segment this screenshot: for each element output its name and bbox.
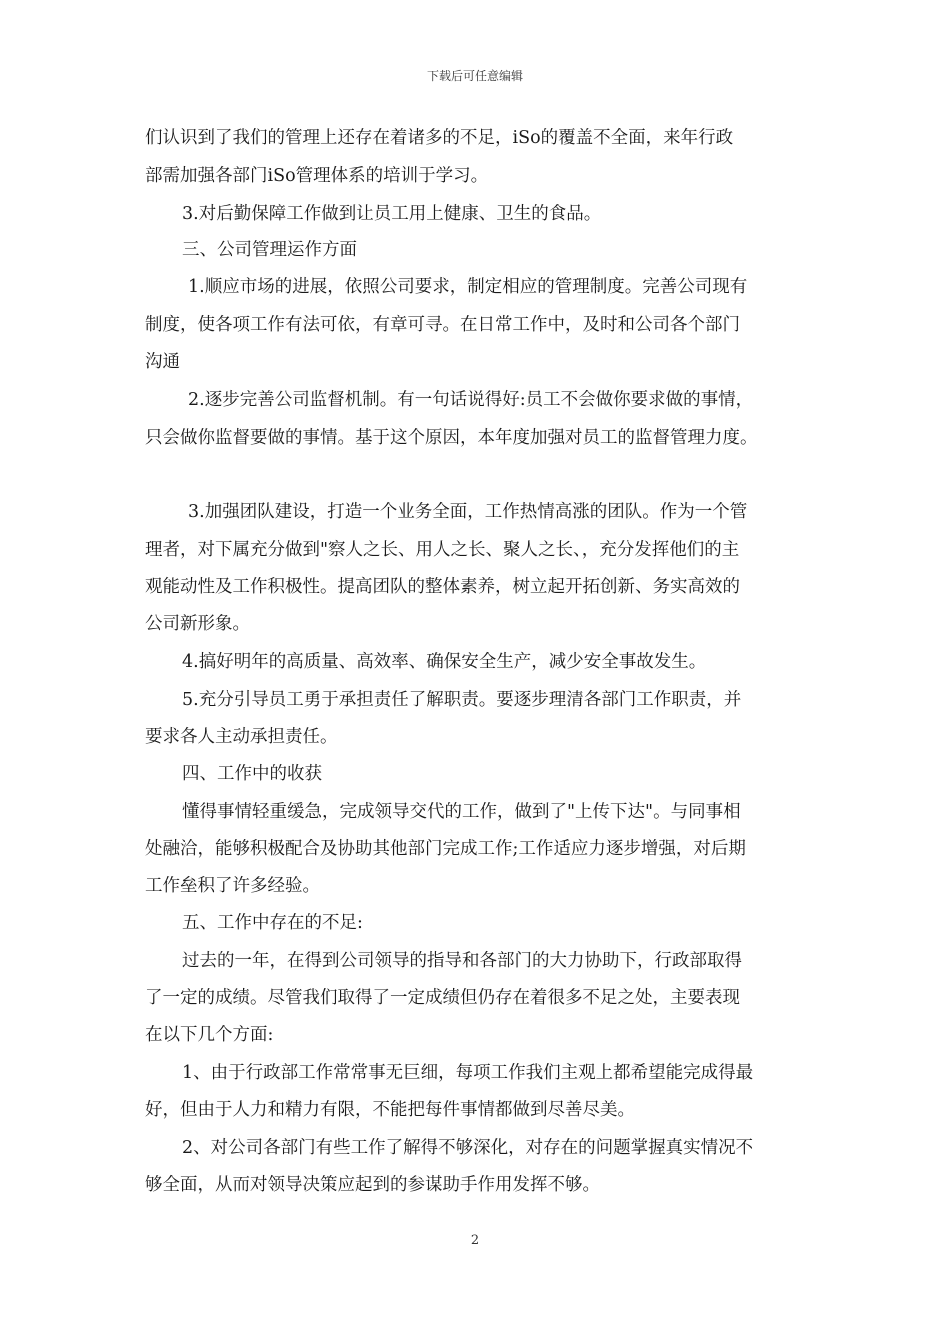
body-line: 观能动性及工作积极性。提高团队的整体素养，树立起开拓创新、务实高效的 xyxy=(145,577,740,597)
page-header: 下载后可任意编辑 xyxy=(426,69,523,83)
body-line: 4.搞好明年的高质量、高效率、确保安全生产，减少安全事故发生。 xyxy=(182,652,707,672)
body-line: 沟通 xyxy=(145,352,180,372)
body-line: 过去的一年，在得到公司领导的指导和各部门的大力协助下，行政部取得 xyxy=(182,951,742,971)
section-heading: 四、工作中的收获 xyxy=(182,764,322,784)
body-line: 在以下几个方面: xyxy=(145,1025,274,1045)
body-line: 理者，对下属充分做到"察人之长、用人之长、聚人之长、，充分发挥他们的主 xyxy=(145,540,740,560)
body-line: 2.逐步完善公司监督机制。有一句话说得好:员工不会做你要求做的事情， xyxy=(188,390,754,410)
body-line: 处融洽，能够积极配合及协助其他部门完成工作;工作适应力逐步增强，对后期 xyxy=(145,839,746,859)
body-line: 好，但由于人力和精力有限，不能把每件事情都做到尽善尽美。 xyxy=(145,1100,635,1120)
body-line: 只会做你监督要做的事情。基于这个原因，本年度加强对员工的监督管理力度。 xyxy=(145,428,758,448)
body-line: 要求各人主动承担责任。 xyxy=(145,727,338,747)
body-line: 公司新形象。 xyxy=(145,614,250,634)
body-line: 部需加强各部门iSo管理体系的培训于学习。 xyxy=(145,166,489,186)
body-line: 3.对后勤保障工作做到让员工用上健康、卫生的食品。 xyxy=(182,204,602,224)
body-line: 懂得事情轻重缓急，完成领导交代的工作，做到了"上传下达"。与同事相 xyxy=(182,802,741,822)
body-line: 1、由于行政部工作常常事无巨细，每项工作我们主观上都希望能完成得最 xyxy=(182,1063,754,1083)
body-line: 够全面，从而对领导决策应起到的参谋助手作用发挥不够。 xyxy=(145,1175,600,1195)
page-number: 2 xyxy=(470,1233,480,1248)
section-heading: 五、工作中存在的不足: xyxy=(182,913,363,933)
body-line: 2、对公司各部门有些工作了解得不够深化，对存在的问题掌握真实情况不 xyxy=(182,1138,754,1158)
body-line: 们认识到了我们的管理上还存在着诸多的不足，iSo的覆盖不全面，来年行政 xyxy=(145,128,734,148)
section-heading: 三、公司管理运作方面 xyxy=(182,240,357,260)
body-line: 了一定的成绩。尽管我们取得了一定成绩但仍存在着很多不足之处，主要表现 xyxy=(145,988,740,1008)
body-line: 工作垒积了许多经验。 xyxy=(145,876,320,896)
body-line: 制度，使各项工作有法可依，有章可寻。在日常工作中，及时和公司各个部门 xyxy=(145,315,740,335)
body-line: 5.充分引导员工勇于承担责任了解职责。要逐步理清各部门工作职责，并 xyxy=(182,690,742,710)
body-line: 3.加强团队建设，打造一个业务全面，工作热情高涨的团队。作为一个管 xyxy=(188,502,748,522)
body-line: 1.顺应市场的进展，依照公司要求，制定相应的管理制度。完善公司现有 xyxy=(188,277,748,297)
